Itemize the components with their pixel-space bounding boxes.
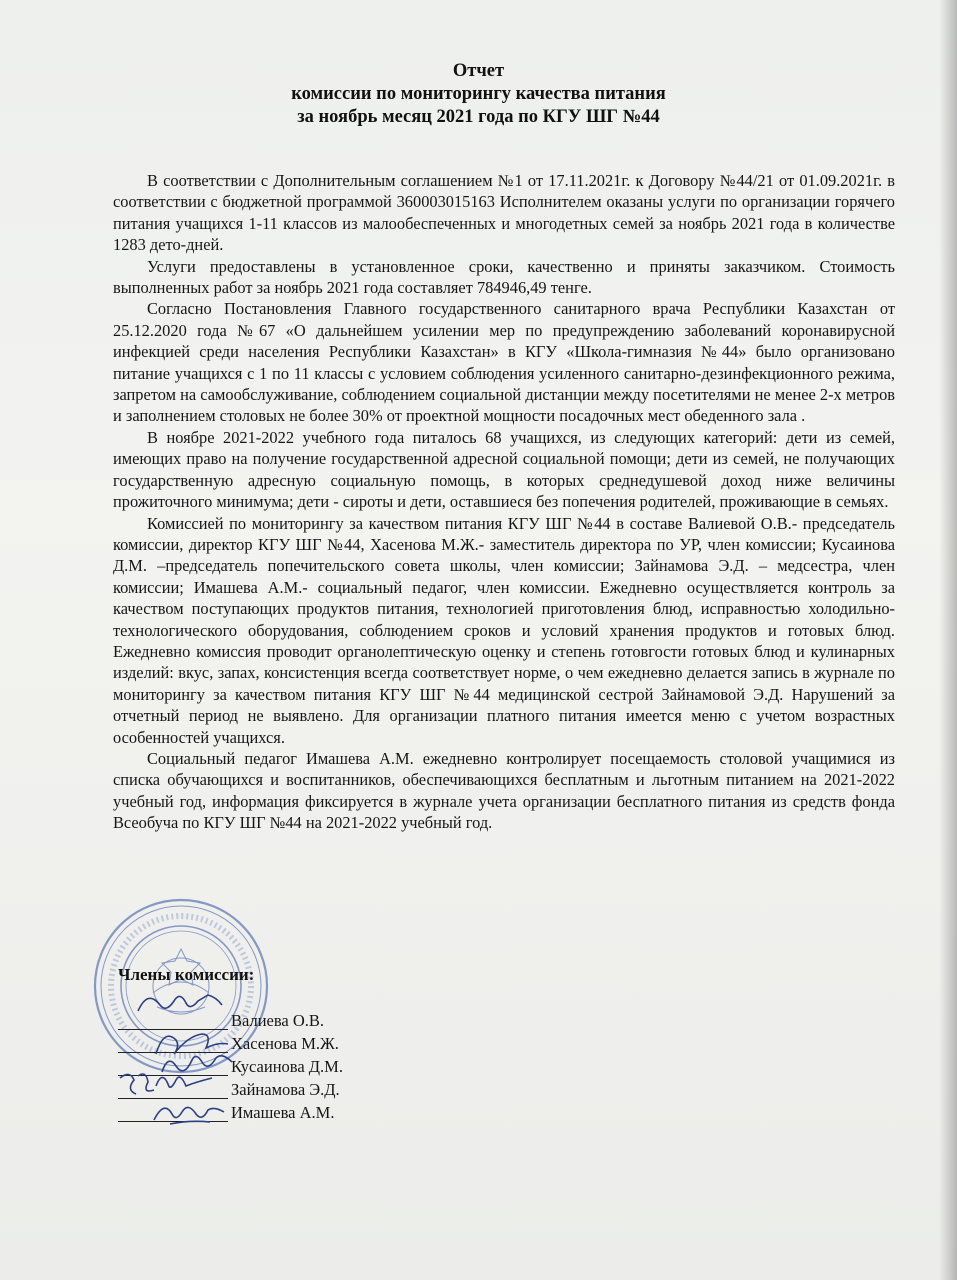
page-edge-shadow <box>939 0 957 1280</box>
member-row <box>118 1080 378 1102</box>
signature-line <box>118 1121 228 1122</box>
title-line-2: комиссии по мониторингу качества питания <box>291 84 666 104</box>
paragraph: В соответствии с Дополнительным соглашением №1 от 17.11.2021г. к Договору №44/21 от 01.09.2021г. в соответствии с бюджетной программой 360003015163 Исполнителем оказаны услуги по организации горячего питания учащихся 1-11 классов из малообеспеченных и многодетных семей за ноябрь 2021 года в количестве 1283 дето-дней. <box>113 171 895 255</box>
report-title <box>0 60 957 129</box>
title-line-3: за ноябрь месяц 2021 года по КГУ ШГ №44 <box>297 107 660 127</box>
signature-line <box>118 1052 228 1053</box>
paragraph: В ноябре 2021-2022 учебного года питалось 68 учащихся, из следующих категорий: дети из семей, имеющих право на получение государственной адресной социальной помощи; дети из семей, не получающих государственную адресную социальную помощь, в которых среднедушевой доход ниже величины прожиточного минимума; дети - сироты и дети, оставшиеся без попечения родителей, проживающие в семьях. <box>113 427 895 512</box>
member-row <box>118 1011 378 1033</box>
member-name: Валиева О.В. <box>231 1011 325 1030</box>
members-heading: Члены комиссии: <box>118 965 255 984</box>
member-name: Кусаинова Д.М. <box>231 1057 343 1076</box>
member-name: Хасенова М.Ж. <box>231 1034 339 1053</box>
signature-line <box>118 1029 228 1030</box>
report-body <box>113 170 895 834</box>
member-row <box>118 1057 378 1079</box>
paragraph: Социальный педагог Имашева А.М. ежедневно контролирует посещаемость столовой учащимися из списка обучающихся и воспитанников, обеспечивающихся бесплатным и льготным питанием на 2021-2022 учебный год, информация фиксируется в журнале учета организации бесплатного питания из средств фонда Всеобуча по КГУ ШГ №44 на 2021-2022 учебный год. <box>113 748 895 833</box>
signature-line <box>118 1098 228 1099</box>
member-row <box>118 1103 378 1125</box>
signature-line <box>118 1075 228 1076</box>
member-name: Зайнамова Э.Д. <box>231 1080 340 1099</box>
paragraph: Услуги предоставлены в установленное сроки, качественно и приняты заказчиком. Стоимость выполненных работ за ноябрь 2021 года составляет 784946,49 тенге. <box>113 256 895 298</box>
paragraph: Комиссией по мониторингу за качеством питания КГУ ШГ №44 в составе Валиевой О.В.- председатель комиссии, директор КГУ ШГ №44, Хасенова М.Ж.- заместитель директора по УР, член комиссии; Кусаинова Д.М. –председатель попечительского совета школы, член комиссии; Зайнамова Э.Д. – медсестра, член комиссии; Имашева А.М.- социальный педагог, член комиссии. Ежедневно осуществляется контроль за качеством поступающих продуктов питания, технологией приготовления блюд, исправностью холодильно-технологического оборудования, соблюдением сроков и условий хранения продуктов и готовых блюд. Ежедневно комиссия проводит органолептическую оценку и степень готовгости готовых блюд и кулинарных изделий: вкус, запах, консистенция всегда соответствует норме, о чем ежедневно делается запись в журнале по мониторингу за качеством питания КГУ ШГ №44 медицинской сестрой Зайнамовой Э.Д. Нарушений за отчетный период не выявлено. Для организации платного питания имеется меню с учетом возрастных особенностей учащихся. <box>113 513 895 747</box>
member-name: Имашева А.М. <box>231 1103 335 1122</box>
title-line-1: Отчет <box>452 61 505 81</box>
member-row <box>118 1034 378 1056</box>
paragraph: Согласно Постановления Главного государственного санитарного врача Республики Казахстан от 25.12.2020 года №67 «О дальнейшем усилении мер по предупреждению заболеваний коронавирусной инфекцией среди населения Республики Казахстан» в КГУ «Школа-гимназия №44» было организовано питание учащихся с 1 по 11 классы с условием соблюдения усиленного санитарно-дезинфекционного режима, запретом на самообслуживание, соблюдением социальной дистанции между посетителями не менее 2-х метров и заполнением столовых не более 30% от проектной мощности посадочных мест обеденного зала . <box>113 299 895 426</box>
